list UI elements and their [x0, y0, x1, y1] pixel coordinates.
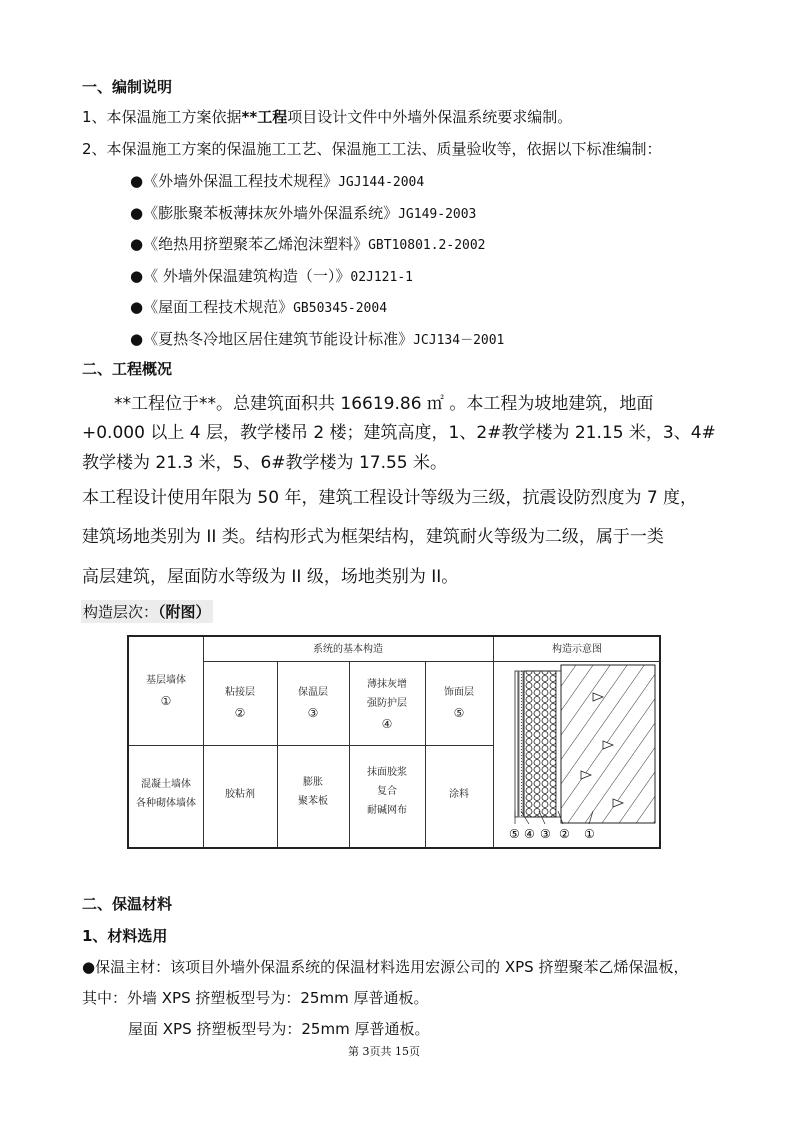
finish-layer — [515, 671, 518, 817]
layer-material: 复合 — [377, 786, 397, 797]
overview-line-1: **工程位于**。总建筑面积共 16619.86 ㎡ 。本工程为坡地建筑，地面 — [114, 394, 654, 414]
bullet-icon: ● — [130, 329, 144, 348]
standard-item — [130, 296, 504, 328]
base-wall-material: 混凝土墙体 — [141, 779, 191, 790]
section-heading-overview: 二、工程概况 — [82, 360, 173, 378]
project-name-bold: **工程 — [241, 108, 288, 126]
paragraph-standards-intro: 2、本保温施工方案的保温施工工艺、保温施工工法、质量验收等，依据以下标准编制： — [82, 140, 662, 158]
standard-code: JG149-2003 — [398, 206, 477, 222]
standard-code: JGJ144-2004 — [338, 175, 425, 190]
bullet-icon: ● — [130, 203, 144, 222]
bullet-icon: ● — [130, 298, 144, 316]
layer-material: 涂料 — [449, 789, 469, 800]
standard-item — [130, 265, 504, 297]
base-wall-title: 基层墙体 — [146, 675, 186, 686]
section-heading-materials: 二、保温材料 — [82, 895, 173, 913]
layer-material-insulation — [277, 773, 349, 811]
standard-code: GBT10801.2-2002 — [368, 238, 486, 253]
diagram-label: ④ — [524, 827, 535, 841]
header-diagram: 构造示意图 — [552, 644, 602, 655]
layer-material-finish — [425, 785, 493, 804]
layer-title: 薄抹灰增 — [367, 679, 407, 690]
layer-number: ① — [160, 694, 172, 708]
layer-title: 饰面层 — [444, 687, 474, 698]
adhesive-layer — [556, 671, 561, 817]
layer-number: ② — [234, 706, 246, 720]
standard-name: 《绝热用挤塑聚苯乙烯泡沫塑料》 — [143, 235, 369, 253]
paragraph-basis — [82, 106, 572, 127]
paragraph-basis-pre: 1、本保温施工方案依据 — [82, 108, 242, 126]
layer-title: 粘接层 — [225, 687, 255, 698]
overview-line-3: 教学楼为 21.3 米，5、6#教学楼为 17.55 米。 — [82, 453, 448, 473]
design-line-3: 高层建筑，屋面防水等级为 II 级，场地类别为 II。 — [82, 567, 459, 587]
layer-material: 耐碱网布 — [367, 805, 407, 816]
base-wall-material: 各种砌体墙体 — [136, 798, 196, 809]
materials-line-1: ●保温主材：该项目外墙外保温系统的保温材料选用宏源公司的 XPS 挤塑聚苯乙烯保温板， — [82, 958, 689, 976]
layer-number: ⑤ — [453, 706, 465, 720]
standard-name: 《外墙外保温工程技术规程》 — [143, 172, 339, 190]
base-wall-cell — [129, 671, 203, 713]
page-number: 第 3页共 15页 — [348, 1045, 420, 1058]
standard-name: 《夏热冬冷地区居住建筑节能设计标准》 — [143, 329, 414, 348]
layer-number: ④ — [381, 717, 393, 731]
layer-number: ③ — [307, 706, 319, 720]
layer-cell-protective — [349, 675, 425, 736]
insulation-layer — [524, 671, 556, 817]
mesh-layer — [519, 671, 523, 817]
header-system: 系统的基本构造 — [313, 644, 383, 655]
standard-item — [130, 328, 504, 360]
diagram-label: ② — [559, 827, 570, 841]
figure-label — [81, 600, 213, 623]
materials-line-2: 其中：外墙 XPS 挤塑板型号为：25mm 厚普通板。 — [82, 989, 429, 1007]
standard-name: 《膨胀聚苯板薄抹灰外墙外保温系统》 — [143, 203, 399, 222]
bullet-icon: ● — [130, 172, 144, 190]
standard-item — [130, 233, 504, 265]
design-line-2: 建筑场地类别为 II 类。结构形式为框架结构，建筑耐火等级为二级，属于一类 — [82, 527, 664, 547]
standard-code: JCJ134－2001 — [413, 332, 505, 348]
diagram-label: ③ — [540, 827, 551, 841]
table-divider — [203, 637, 204, 847]
base-wall-material-cell — [129, 775, 203, 813]
materials-line-3: 屋面 XPS 挤塑板型号为：25mm 厚普通板。 — [128, 1020, 430, 1038]
overview-line-2: +0.000 以上 4 层，教学楼吊 2 楼；建筑高度，1、2#教学楼为 21.15 米，3、4# — [82, 423, 716, 443]
construction-table — [127, 635, 661, 849]
layer-cell-finish — [425, 683, 493, 725]
diagram-label: ⑤ — [509, 827, 520, 841]
layer-material: 膨胀 — [303, 777, 323, 788]
table-divider — [129, 745, 493, 746]
layer-material-protective — [349, 763, 425, 820]
sub-heading-material-selection: 1、材料选用 — [82, 927, 168, 945]
section-heading-preparation: 一、编制说明 — [82, 78, 173, 96]
diagram-label: ① — [584, 827, 595, 841]
standard-item — [130, 202, 504, 234]
layer-material-adhesive — [203, 785, 277, 804]
layer-material: 聚苯板 — [298, 796, 328, 807]
construction-diagram — [493, 661, 661, 849]
bullet-icon: ● — [130, 235, 144, 253]
layer-cell-insulation — [277, 683, 349, 725]
design-line-1: 本工程设计使用年限为 50 年，建筑工程设计等级为三级，抗震设防烈度为 7 度， — [82, 488, 698, 508]
standard-name: 《 外墙外保温建筑构造（一）》 — [143, 266, 351, 285]
table-divider — [203, 661, 493, 662]
standards-list — [130, 170, 504, 359]
figure-label-bold: （附图） — [158, 603, 211, 621]
standard-item — [130, 170, 504, 202]
figure-label-text: 构造层次： — [83, 603, 159, 621]
layer-material: 胶粘剂 — [225, 789, 255, 800]
standard-code: GB50345-2004 — [293, 301, 388, 316]
layer-title: 强防护层 — [367, 698, 407, 709]
layer-cell-adhesive — [203, 683, 277, 725]
paragraph-basis-post: 项目设计文件中外墙外保温系统要求编制。 — [287, 108, 573, 126]
bullet-icon: ● — [130, 266, 144, 285]
layer-title: 保温层 — [298, 687, 328, 698]
layer-material: 抹面胶浆 — [367, 767, 407, 778]
standard-code: 02J121-1 — [350, 269, 413, 285]
standard-name: 《屋面工程技术规范》 — [143, 298, 294, 316]
